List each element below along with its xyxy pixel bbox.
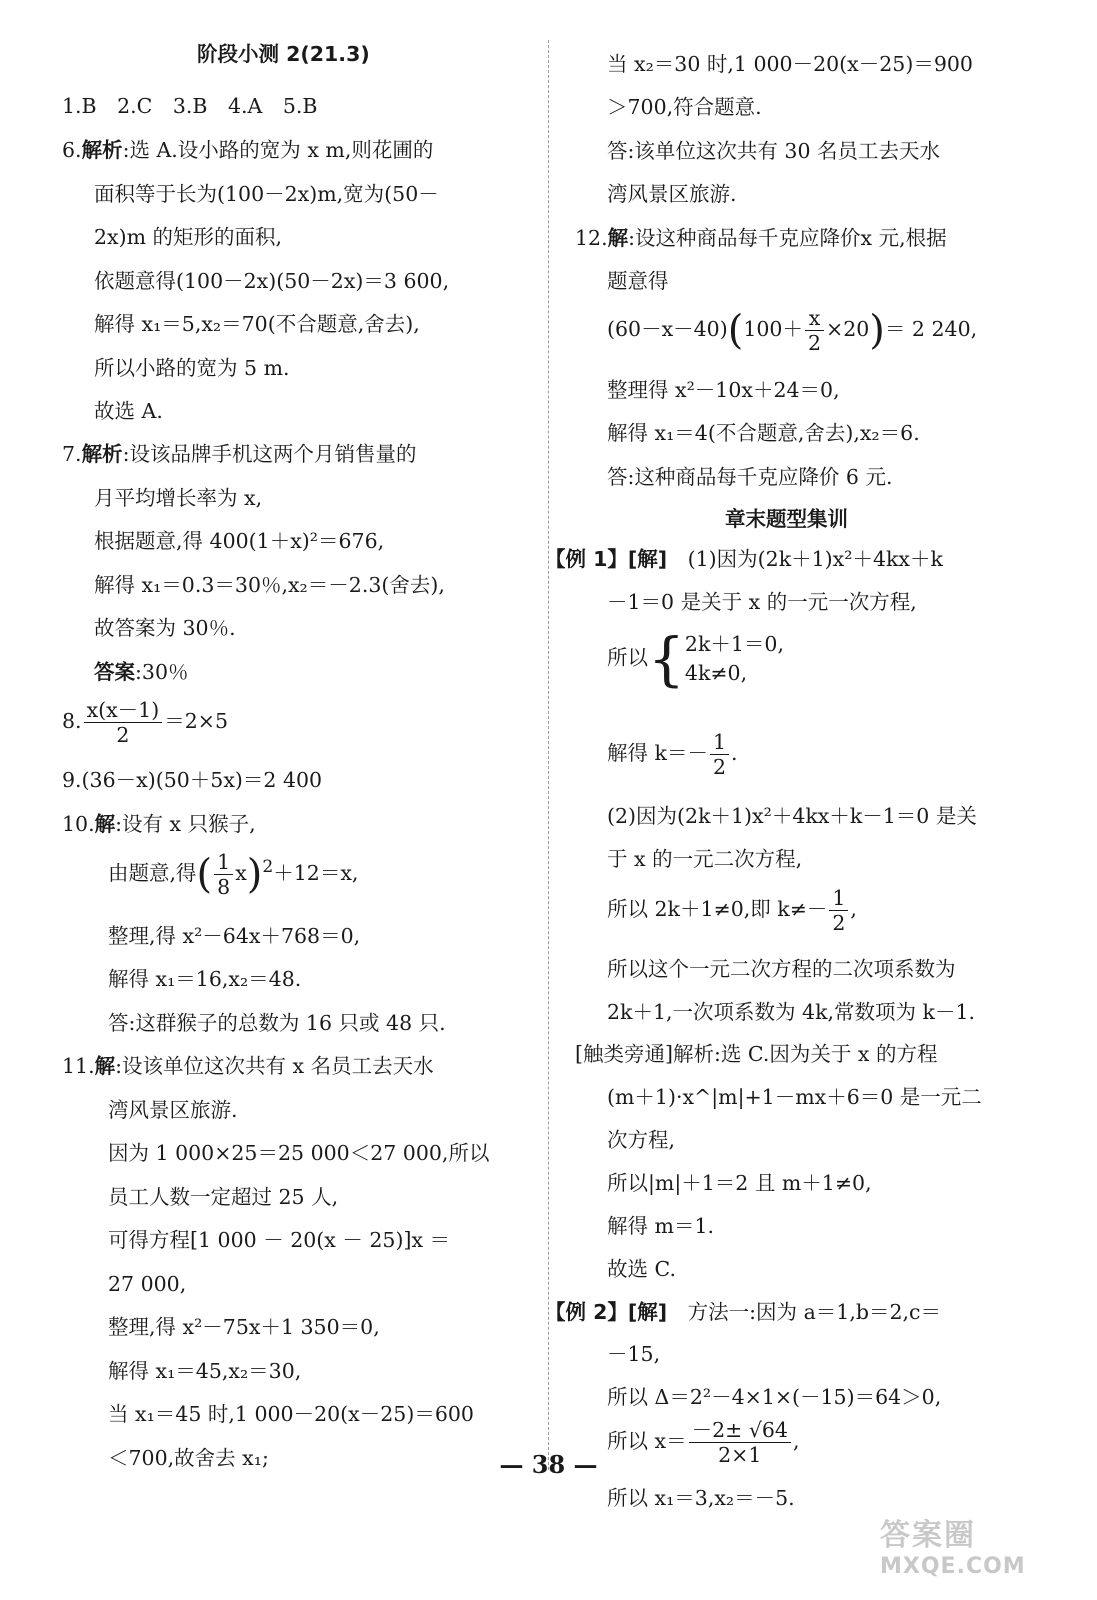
q12-line-3: (60－x－40)(100＋ $\frac{x}{2}$ ×20)＝ 2 240, [607, 306, 978, 355]
q11-line-6: 27 000, [108, 1272, 187, 1296]
q11-line-2: 湾风景区旅游. [108, 1098, 238, 1122]
q11-line-8: 解得 x₁＝45,x₂＝30, [108, 1359, 302, 1383]
ex1-line-4: 解得 k＝－ $\frac{1}{2}$ . [607, 730, 738, 779]
tl-line-6: 故选 C. [607, 1257, 676, 1281]
q6-line-7: 故选 A. [94, 399, 163, 423]
section-heading: 阶段小测 2(21.3) [197, 42, 370, 66]
ex2-line-3: 所以 Δ＝2²－4×1×(－15)＝64＞0, [607, 1385, 942, 1409]
q6-line-2: 面积等于长为(100－2x)m,宽为(50－ [94, 182, 439, 206]
q12-line-2: 题意得 [607, 269, 669, 293]
q11-line-1: 11.解:设该单位这次共有 x 名员工去天水 [62, 1054, 434, 1078]
q7-line-3: 根据题意,得 400(1＋x)²＝676, [94, 529, 385, 553]
q12-line-5: 解得 x₁＝4(不合题意,舍去),x₂＝6. [607, 421, 920, 445]
q7-answer: 答案:30％ [94, 660, 189, 684]
q11-line-10: ＜700,故舍去 x₁; [108, 1446, 269, 1470]
page-number: — 38 — [499, 1450, 598, 1479]
q11-cont-2: ＞700,符合题意. [607, 95, 762, 119]
q6-line-6: 所以小路的宽为 5 m. [94, 356, 290, 380]
ex1-line-6: 于 x 的一元二次方程, [607, 847, 803, 871]
tl-line-2: (m＋1)·x^|m|+1－mx＋6＝0 是一元二 [607, 1085, 982, 1109]
watermark-logo: 答案圈 [880, 1518, 976, 1553]
tl-line-4: 所以|m|＋1＝2 且 m＋1≠0, [607, 1171, 872, 1195]
ex1-line-5: (2)因为(2k＋1)x²＋4kx＋k－1＝0 是关 [607, 804, 977, 828]
q7-line-1: 7.解析:设该品牌手机这两个月销售量的 [62, 442, 417, 466]
q7-line-4: 解得 x₁＝0.3＝30％,x₂＝－2.3(舍去), [94, 573, 445, 597]
ex1-line-8: 所以这个一元二次方程的二次项系数为 [607, 957, 956, 981]
tl-line-1: [触类旁通]解析:选 C.因为关于 x 的方程 [575, 1042, 938, 1066]
q11-line-9: 当 x₁＝45 时,1 000－20(x－25)＝600 [108, 1402, 474, 1426]
q10-line-2: 由题意,得( $\frac{1}{8}$ x)$^2$＋12＝x, [108, 850, 359, 899]
ex1-line-2: －1＝0 是关于 x 的一元一次方程, [607, 590, 917, 614]
watermark-url: MXQE.COM [880, 1554, 1026, 1579]
answers-1-5: 1.B 2.C 3.B 4.A 5.B [62, 94, 318, 118]
ex2-line-4: 所以 x＝ $\frac{-2\pm √64}{2\times 1}$ , [607, 1418, 800, 1467]
q7-line-2: 月平均增长率为 x, [94, 486, 263, 510]
tl-line-3: 次方程, [607, 1128, 676, 1152]
q11-line-4: 员工人数一定超过 25 人, [108, 1185, 339, 1209]
q6-line-5: 解得 x₁＝5,x₂＝70(不合题意,舍去), [94, 312, 420, 336]
q10-line-1: 10.解:设有 x 只猴子, [62, 812, 256, 836]
site-watermark [880, 1510, 1080, 1590]
q10-line-4: 解得 x₁＝16,x₂＝48. [108, 967, 302, 991]
chapter-heading: 章末题型集训 [725, 507, 848, 531]
ex2-line-5: 所以 x₁＝3,x₂＝－5. [607, 1486, 795, 1510]
ex2-line-2: －15, [607, 1342, 661, 1366]
q9-line: 9.(36－x)(50＋5x)＝2 400 [62, 768, 323, 792]
q12-line-4: 整理得 x²－10x＋24＝0, [607, 378, 840, 402]
tl-line-5: 解得 m＝1. [607, 1214, 715, 1238]
ex1-system: 所以{ 2k＋1＝0, 4k≠0, [607, 625, 784, 693]
q12-line-6: 答:这种商品每千克应降价 6 元. [607, 465, 893, 489]
q10-line-3: 整理,得 x²－64x＋768＝0, [108, 924, 361, 948]
q12-line-1: 12.解:设这种商品每千克应降价x 元,根据 [575, 226, 947, 250]
ex1-line-9: 2k＋1,一次项系数为 4k,常数项为 k－1. [607, 1000, 976, 1024]
q11-cont-4: 湾风景区旅游. [607, 182, 737, 206]
ex2-line-1: 【例 2】[解] 方法一:因为 a＝1,b＝2,c＝ [545, 1300, 942, 1324]
q8-line: 8. $\frac{x(x-1)}{2}$ ＝2×5 [62, 698, 228, 747]
q6-line-4: 依题意得(100－2x)(50－2x)＝3 600, [94, 269, 450, 293]
q11-line-7: 整理,得 x²－75x＋1 350＝0, [108, 1315, 380, 1339]
q11-cont-3: 答:该单位这次共有 30 名员工去天水 [607, 139, 941, 163]
q7-line-5: 故答案为 30％. [94, 616, 236, 640]
q11-line-3: 因为 1 000×25＝25 000＜27 000,所以 [108, 1141, 490, 1165]
q11-line-5: 可得方程[1 000 － 20(x － 25)]x ＝ [108, 1228, 451, 1252]
ex1-line-1: 【例 1】[解] (1)因为(2k＋1)x²＋4kx＋k [545, 547, 943, 571]
q6-line-1: 6.解析:选 A.设小路的宽为 x m,则花圃的 [62, 138, 434, 162]
ex1-line-7: 所以 2k＋1≠0,即 k≠－ $\frac{1}{2}$ , [607, 886, 857, 935]
column-divider [548, 40, 549, 1470]
q10-line-5: 答:这群猴子的总数为 16 只或 48 只. [108, 1011, 446, 1035]
q6-line-3: 2x)m 的矩形的面积, [94, 225, 283, 249]
q8-fraction: $\frac{x(x-1)}{2}$ [84, 698, 163, 747]
q11-cont-1: 当 x₂＝30 时,1 000－20(x－25)＝900 [607, 52, 973, 76]
